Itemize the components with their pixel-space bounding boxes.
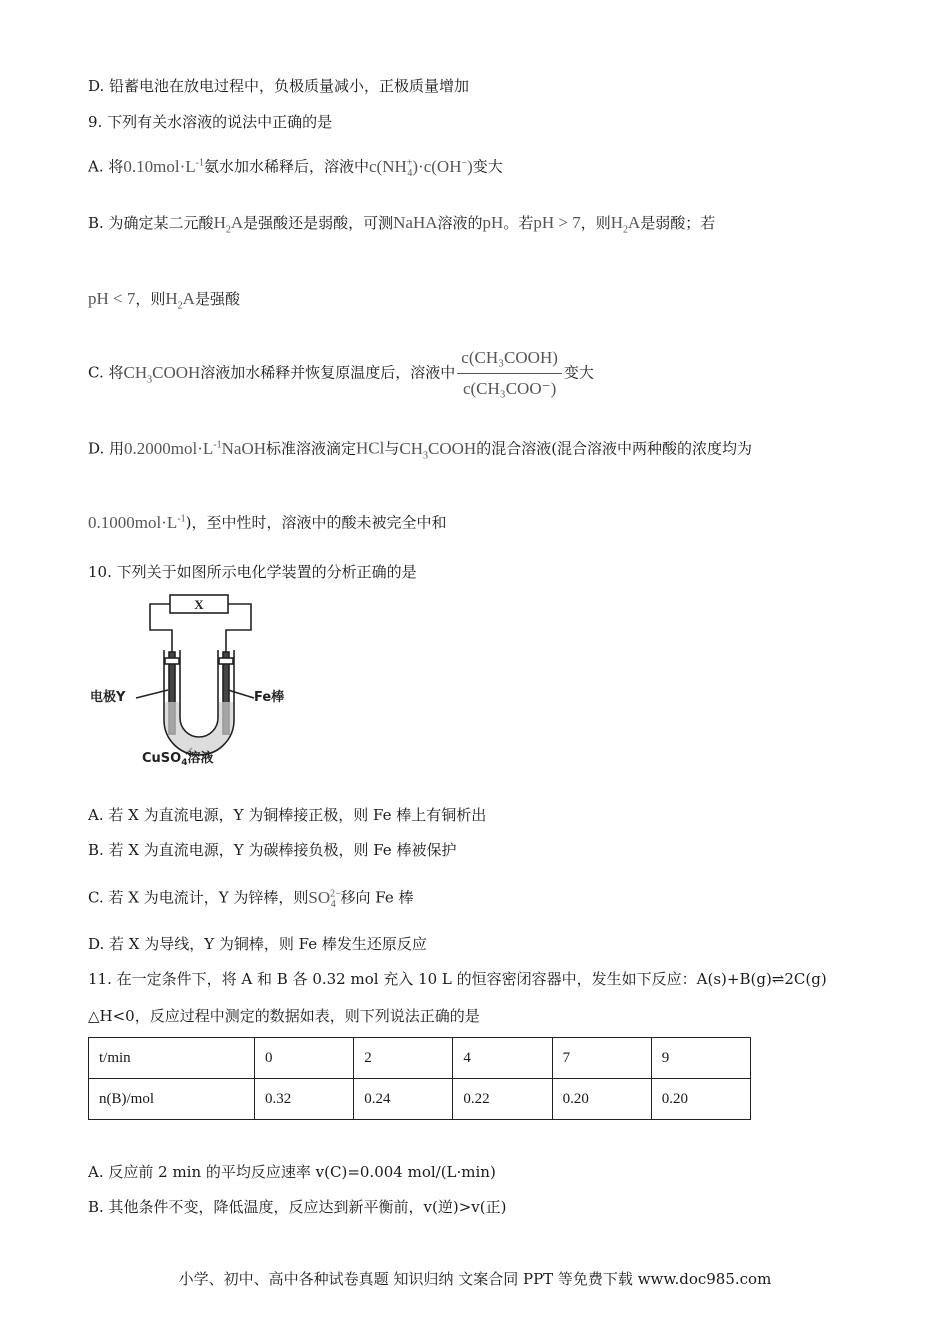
table-cell: 0 — [255, 1038, 354, 1079]
option-8d: D. 铅蓄电池在放电过程中，负极质量减小，正极质量增加 — [88, 77, 470, 95]
table-cell: 0.20 — [651, 1079, 750, 1120]
option-11b: B. 其他条件不变，降低温度，反应达到新平衡前，v(逆)>v(正) — [88, 1198, 507, 1216]
electrochemical-cell-figure — [88, 590, 298, 775]
label-fe-rod: Fe棒 — [254, 690, 285, 705]
formula-naoh: $0.2000mol\cdot L^{-1}NaOH$ — [124, 438, 267, 458]
formula-hcl: HCl — [356, 438, 385, 458]
option-9b: B. 为确定某二元酸$H_2A$是强酸还是弱酸，可测NaHA溶液的pH。若pH > 7，则$H_2A$是弱酸；若 — [88, 213, 716, 236]
question-9: 9. 下列有关水溶液的说法中正确的是 — [88, 113, 333, 131]
formula-ph-lt-7: pH < 7 — [88, 289, 136, 308]
formula-sulfate: $SO^{2-}_4$ — [308, 887, 341, 911]
formula-ion-product: $c(NH^+_4)\cdot c(OH^-)$ — [368, 156, 473, 180]
option-10a: A. 若 X 为直流电源，Y 为铜棒接正极，则 Fe 棒上有铜析出 — [88, 806, 487, 824]
table-row — [89, 1079, 751, 1120]
formula-h2a: $H_2A$ — [165, 289, 195, 312]
label-electrode-y: 电极Y — [90, 690, 126, 705]
table-cell: 0.22 — [453, 1079, 552, 1120]
option-9d: D. 用$0.2000mol\cdot L^{-1}NaOH$标准溶液滴定HCl与$CH_3COOH$的混合溶液(混合溶液中两种酸的浓度均为 — [88, 438, 753, 462]
data-table — [88, 1037, 751, 1120]
table-cell: t/min — [89, 1038, 255, 1079]
table-row — [89, 1038, 751, 1079]
label-cuso4: CuSO$_4$溶液 — [142, 751, 214, 768]
question-11: 11. 在一定条件下，将 A 和 B 各 0.32 mol 充入 10 L 的恒容密闭容器中，发生如下反应：A(s)+B(g)⇌2C(g) — [88, 970, 827, 988]
formula-acetic-acid: $CH_3COOH$ — [123, 362, 201, 385]
option-9a: A. 将$0.10mol\cdot L^{-1}$氨水加水稀释后，溶液中$c(NH^+_4)\cdot c(OH^-)$变大 — [88, 156, 503, 180]
formula-h2a: $H_2A$ — [610, 213, 641, 236]
option-9b-cont: pH < 7，则$H_2A$是强酸 — [88, 289, 240, 312]
table-cell: 4 — [453, 1038, 552, 1079]
formula-concentration: $0.1000mol\cdot L^{-1}$ — [88, 512, 186, 532]
formula-ph: pH — [482, 213, 504, 232]
option-10d: D. 若 X 为导线，Y 为铜棒，则 Fe 棒发生还原反应 — [88, 935, 427, 953]
table-cell: 2 — [354, 1038, 453, 1079]
option-9c: C. 将$CH_3COOH$溶液加水稀释并恢复原温度后，溶液中 $\frac{\text{c(CH₃COOH)}}{\text{c(CH₃COO⁻)}}$ 变大 — [88, 345, 594, 402]
u-tube-inner — [180, 650, 218, 737]
formula-conc-ammonia: $0.10mol\cdot L^{-1}$ — [123, 156, 204, 176]
question-10: 10. 下列关于如图所示电化学装置的分析正确的是 — [88, 563, 417, 581]
table-cell: 0.32 — [255, 1079, 354, 1120]
question-11-cont: △H<0，反应过程中测定的数据如表，则下列说法正确的是 — [88, 1007, 480, 1025]
table-cell: 9 — [651, 1038, 750, 1079]
table-cell: n(B)/mol — [89, 1079, 255, 1120]
formula-h2a: $H_2A$ — [213, 213, 244, 236]
option-11a: A. 反应前 2 min 的平均反应速率 v(C)=0.004 mol/(L·min) — [88, 1163, 496, 1181]
table-cell: 0.24 — [354, 1079, 453, 1120]
option-10b: B. 若 X 为直流电源，Y 为碳棒接负极，则 Fe 棒被保护 — [88, 841, 457, 859]
formula-acetic-acid: $CH_3COOH$ — [399, 438, 477, 462]
option-9d-cont: $0.1000mol\cdot L^{-1}$)，至中性时，溶液中的酸未被完全中和 — [88, 512, 447, 532]
table-cell: 7 — [552, 1038, 651, 1079]
label-x: X — [194, 597, 204, 612]
footer-text[interactable]: 小学、初中、高中各种试卷真题 知识归纳 文案合同 PPT 等免费下载 www.doc985.com — [178, 1270, 772, 1288]
formula-ph-gt-7: pH > 7 — [533, 213, 581, 232]
formula-naha: NaHA — [393, 213, 438, 232]
option-10c: C. 若 X 为电流计，Y 为锌棒，则$SO^{2-}_4$ 移向 Fe 棒 — [88, 887, 414, 911]
table-cell: 0.20 — [552, 1079, 651, 1120]
fraction-acid-ratio: $\frac{\text{c(CH₃COOH)}}{\text{c(CH₃COO⁻)}}$ — [457, 345, 562, 402]
